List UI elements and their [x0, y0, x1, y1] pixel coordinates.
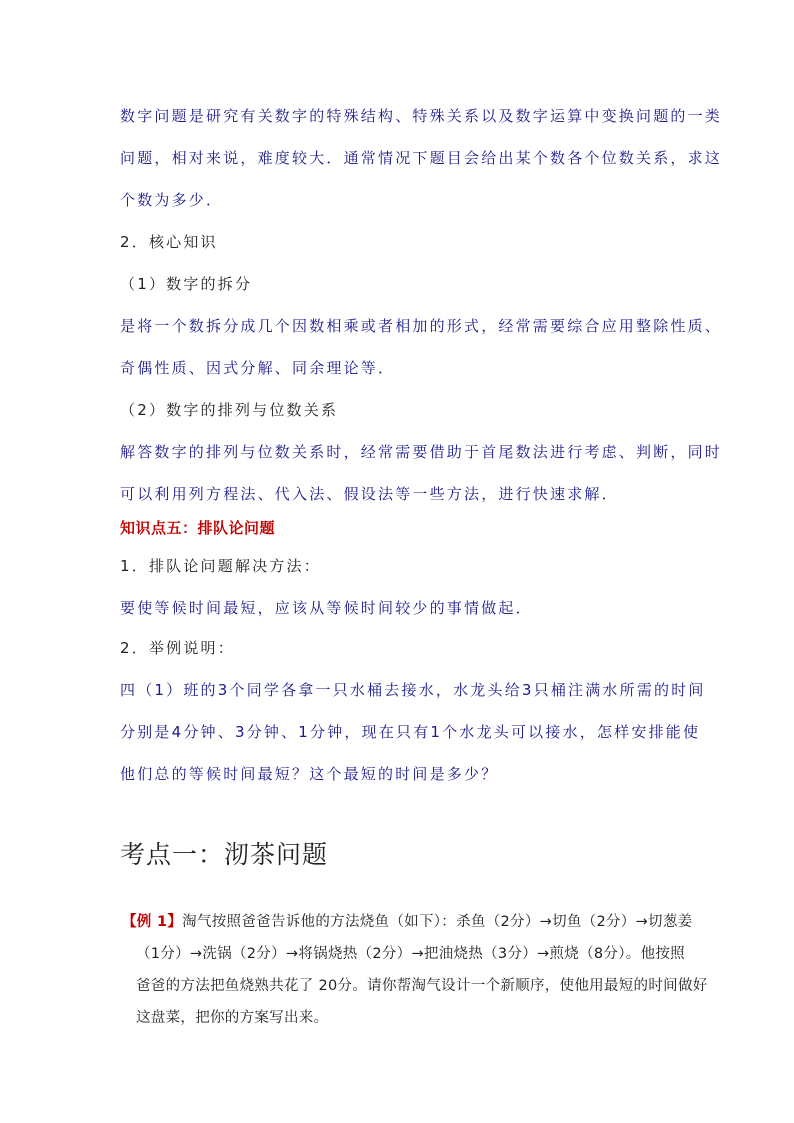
- paragraph-line: 四（1）班的3个同学各拿一只水桶去接水，水龙头给3只桶注满水所需的时间: [120, 681, 706, 699]
- subsection-title: （2）数字的排列与位数关系: [120, 401, 339, 419]
- paragraph-line: 问题，相对来说，难度较大．通常情况下题目会给出某个数各个位数关系，求这: [120, 149, 723, 167]
- example-tag: 【例 1】: [122, 914, 183, 930]
- paragraph-line: 解答数字的排列与位数关系时，经常需要借助于首尾数法进行考虑、判断，同时: [120, 443, 723, 461]
- subsection-title: （1）数字的拆分: [120, 275, 253, 293]
- example-line: 这盘菜，把你的方案写出来。: [136, 1010, 329, 1026]
- paragraph-line: 他们总的等候时间最短？这个最短的时间是多少？: [120, 765, 499, 783]
- kaodian-heading: 考点一：沏茶问题: [120, 840, 329, 869]
- section-title: 2．核心知识: [120, 233, 218, 251]
- paragraph-line: 分别是4分钟、3分钟、1分钟，现在只有1个水龙头可以接水，怎样安排能使: [120, 723, 701, 741]
- example-text: 淘气按照爸爸告诉他的方法烧鱼（如下）：杀鱼（2分）→切鱼（2分）→切葱姜: [182, 914, 693, 930]
- example-line: （1分）→洗锅（2分）→将锅烧热（2分）→把油烧热（3分）→煎烧（8分）。他按照: [136, 946, 685, 962]
- paragraph-line: 要使等候时间最短，应该从等候时间较少的事情做起．: [120, 599, 533, 617]
- paragraph-line: 个数为多少．: [120, 191, 224, 209]
- example-line: [122, 912, 692, 932]
- list-item-title: 1．排队论问题解决方法：: [120, 557, 321, 575]
- paragraph-line: 可以利用列方程法、代入法、假设法等一些方法，进行快速求解．: [120, 485, 619, 503]
- knowledge-point-title: 知识点五：排队论问题: [120, 519, 276, 537]
- paragraph-line: 是将一个数拆分成几个因数相乘或者相加的形式，经常需要综合应用整除性质、: [120, 317, 723, 335]
- example-line: 爸爸的方法把鱼烧熟共花了 20分。请你帮淘气设计一个新顺序，使他用最短的时间做好: [136, 978, 708, 994]
- list-item-title: 2．举例说明：: [120, 639, 235, 657]
- paragraph-line: 奇偶性质、因式分解、同余理论等．: [120, 359, 396, 377]
- paragraph-line: 数字问题是研究有关数字的特殊结构、特殊关系以及数字运算中变换问题的一类: [120, 107, 723, 125]
